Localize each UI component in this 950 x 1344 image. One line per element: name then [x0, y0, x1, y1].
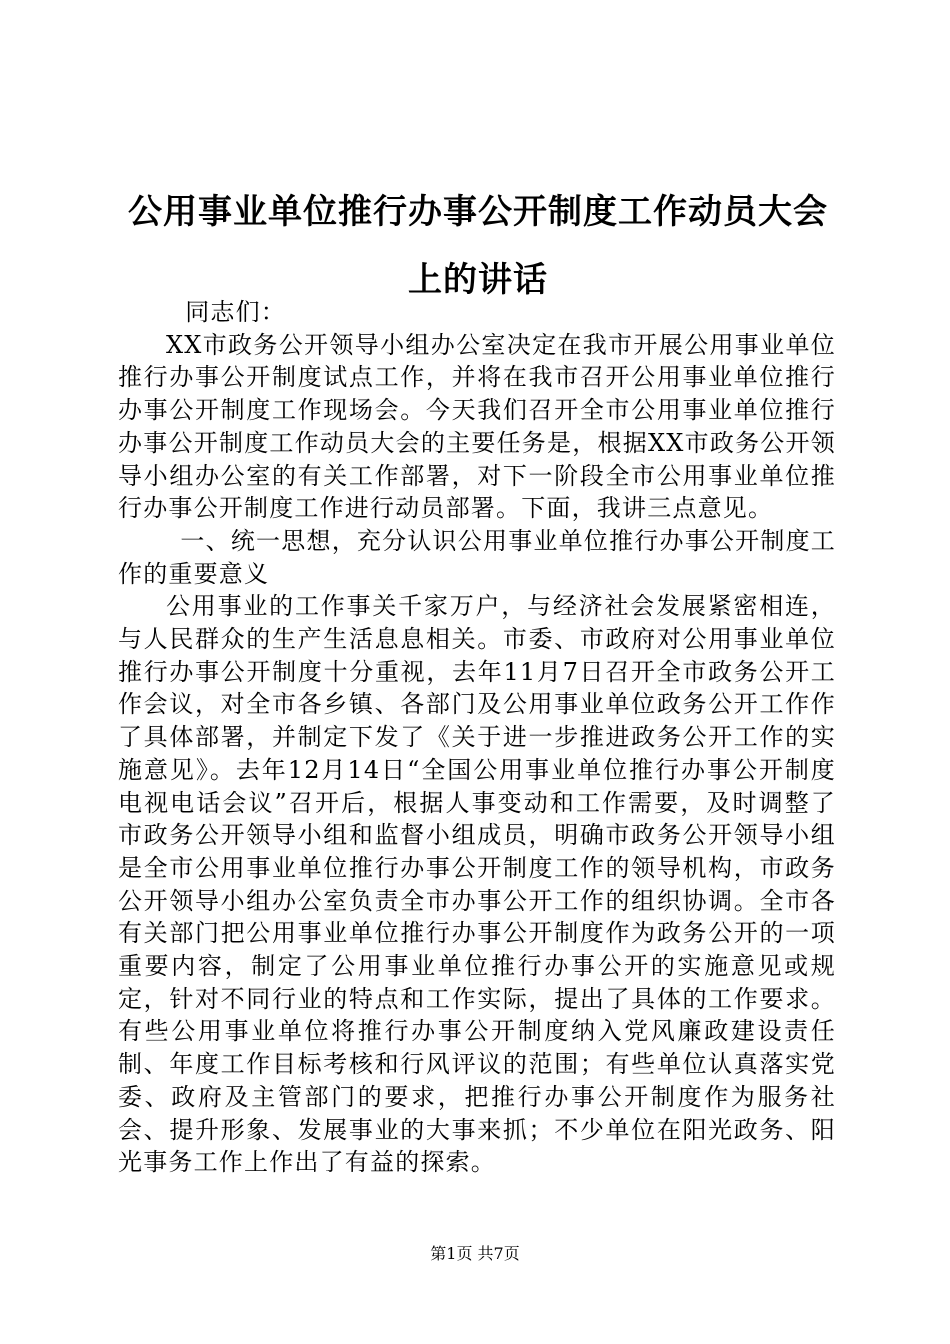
paragraph-section-1: 公用事业的工作事关千家万户，与经济社会发展紧密相连，与人民群众的生产生活息息相关。市委、市政府对公用事业单位推行办事公开制度十分重视，去年11月7日召开全市政务公开工作会议，对全市各乡镇、各部门及公用事业单位政务公开工作作了具体部署，并制定下发了《关于进一步推进政务公开工作的实施意见》。去年12月14日“全国公用事业单位推行办事公开制度电视电话会议”召开后，根据人事变动和工作需要，及时调整了市政务公开领导小组和监督小组成员，明确市政务公开领导小组是全市公用事业单位推行办事公开制度工作的领导机构，市政务公开领导小组办公室负责全市办事公开工作的组织协调。全市各有关部门把公用事业单位推行办事公开制度作为政务公开的一项重要内容，制定了公用事业单位推行办事公开的实施意见或规定，针对不同行业的特点和工作实际，提出了具体的工作要求。有些公用事业单位将推行办事公开制度纳入党风廉政建设责任制、年度工作目标考核和行风评议的范围；有些单位认真落实党委、政府及主管部门的要求，把推行办事公开制度作为服务社会、提升形象、发展事业的大事来抓；不少单位在阳光政务、阳光事务工作上作出了有益的探索。: [118, 592, 836, 1177]
salutation: 同志们：: [185, 298, 286, 326]
document-title: 公用事业单位推行办事公开制度工作动员大会上的讲话: [128, 192, 828, 300]
page-number-footer: 第1页 共7页: [430, 1244, 520, 1263]
document-body: [118, 296, 836, 1179]
paragraph-intro: XX市政务公开领导小组办公室决定在我市开展公用事业单位推行办事公开制度试点工作，并将在我市召开公用事业单位推行办事公开制度工作现场会。今天我们召开全市公用事业单位推行办事公开制度工作动员大会的主要任务是，根据XX市政务公开领导小组办公室的有关工作部署，对下一阶段全市公用事业单位推行办事公开制度工作进行动员部署。下面，我讲三点意见。: [118, 330, 836, 523]
section-heading-1: 一、统一思想，充分认识公用事业单位推行办事公开制度工作的重要意义: [118, 526, 836, 588]
